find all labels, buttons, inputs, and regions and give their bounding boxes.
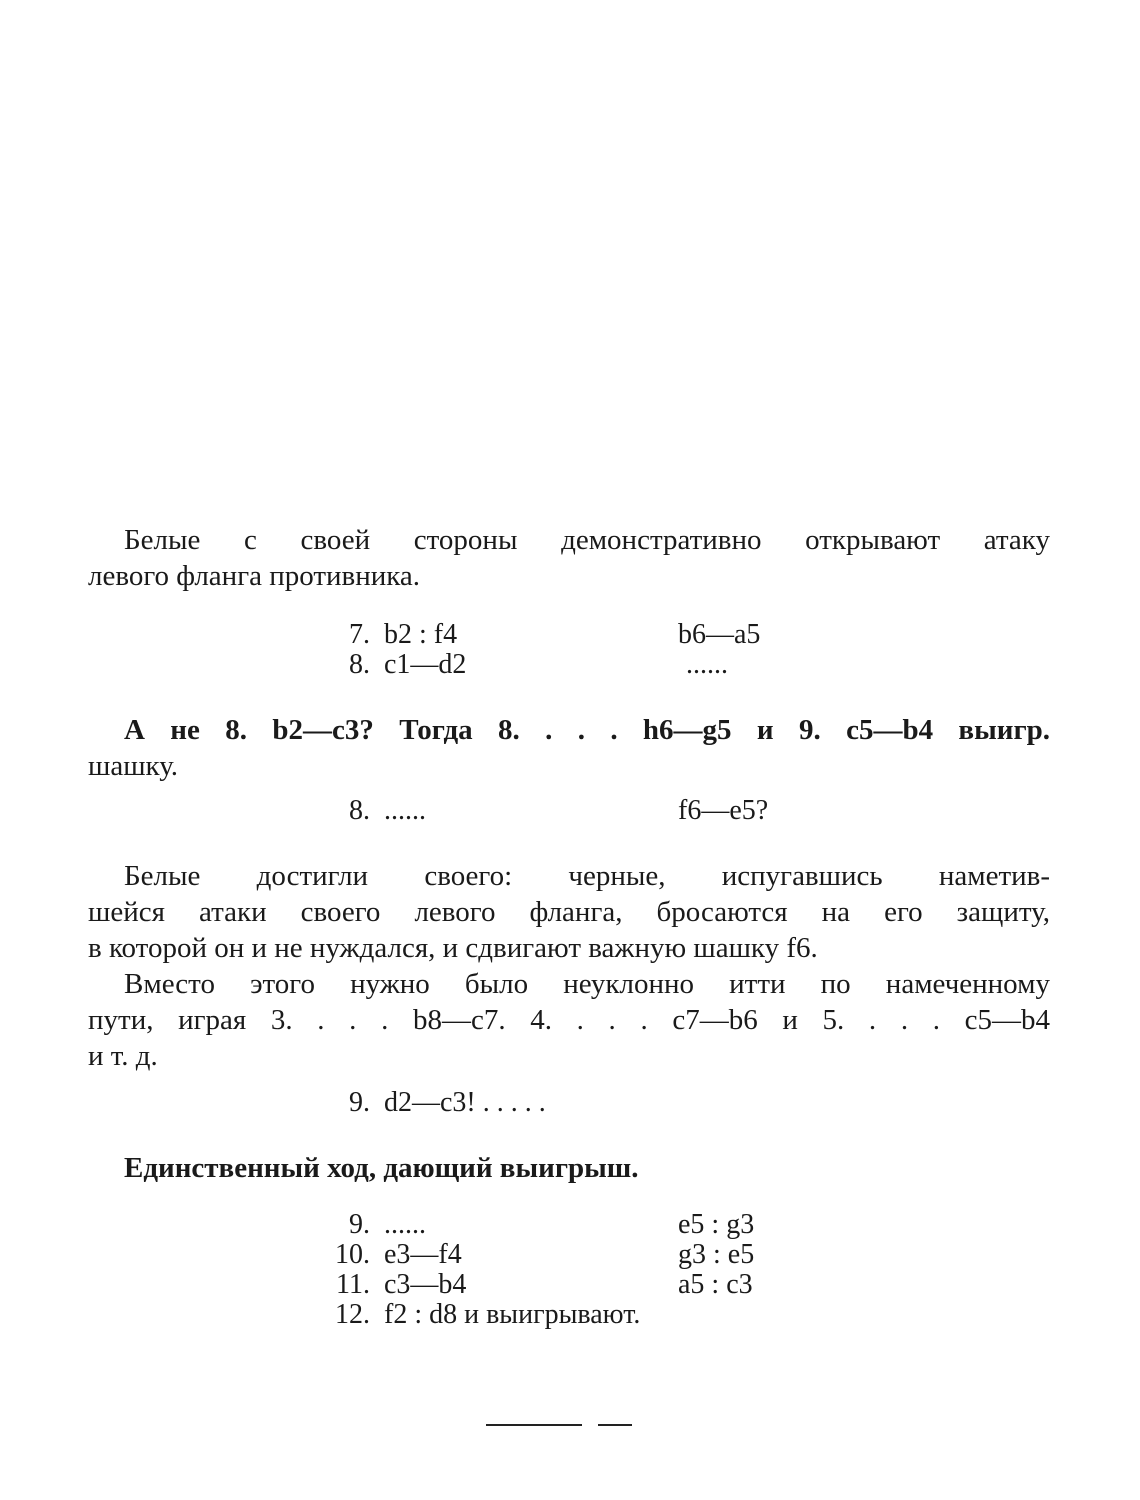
text-line: левого фланга противника. xyxy=(88,560,421,592)
text-line: Единственный ход, дающий выигрыш. xyxy=(124,1152,639,1184)
white-move: c1—d2 xyxy=(384,649,467,680)
move-number: 8. xyxy=(349,649,370,680)
move-row xyxy=(330,620,790,650)
black-move: g3 : e5 xyxy=(678,1239,755,1270)
end-rule-short xyxy=(598,1424,632,1426)
move-row xyxy=(330,1270,800,1300)
move-row xyxy=(330,1210,800,1240)
move-number: 11. xyxy=(336,1269,370,1300)
black-move: e5 : g3 xyxy=(678,1209,755,1240)
text-line: шашку. xyxy=(88,750,179,782)
white-move: f2 : d8 и выигрывают. xyxy=(384,1299,641,1330)
white-move: ...... xyxy=(384,1209,426,1240)
text-line: пути, играя 3. . . . b8—c7. 4. . . . c7—b6 и 5. . . . c5—b4 xyxy=(88,1004,1050,1036)
moves-block-3 xyxy=(330,1088,790,1118)
moves-block-2 xyxy=(330,796,790,826)
move-number: 7. xyxy=(349,619,370,650)
text-line: А не 8. b2—c3? Тогда 8. . . . h6—g5 и 9. c5—b4 выигр. xyxy=(124,714,1050,746)
white-move: b2 : f4 xyxy=(384,619,458,650)
white-move: c3—b4 xyxy=(384,1269,467,1300)
move-number: 12. xyxy=(335,1299,370,1330)
text-line: Вместо этого нужно было неуклонно итти по намеченному xyxy=(124,968,1050,1000)
move-number: 8. xyxy=(349,795,370,826)
moves-block-1 xyxy=(330,620,790,680)
paragraph-conclusion xyxy=(88,1150,1050,1186)
paragraph-analysis xyxy=(88,858,1050,966)
paragraph-alternative xyxy=(88,966,1050,1074)
text-line: Белые достигли своего: черные, испугавшись наметив- xyxy=(124,860,1050,892)
move-row xyxy=(330,1088,790,1118)
move-row xyxy=(330,1300,800,1330)
moves-block-4 xyxy=(330,1210,800,1330)
black-move: ...... xyxy=(686,649,728,680)
paragraph-variation xyxy=(88,712,1050,784)
text-line: и т. д. xyxy=(88,1040,158,1072)
move-row xyxy=(330,650,790,680)
move-number: 9. xyxy=(349,1209,370,1240)
black-move: f6—e5? xyxy=(678,795,769,826)
black-move: b6—a5 xyxy=(678,619,761,650)
black-move: a5 : c3 xyxy=(678,1269,753,1300)
text-line: Белые с своей стороны демонстративно открывают атаку xyxy=(124,524,1050,556)
end-rule-long xyxy=(486,1424,582,1426)
white-move: d2—c3! . . . . . xyxy=(384,1087,546,1118)
paragraph-intro xyxy=(88,522,1050,594)
white-move: e3—f4 xyxy=(384,1239,462,1270)
white-move: ...... xyxy=(384,795,426,826)
move-row xyxy=(330,1240,800,1270)
text-line: в которой он и не нуждался, и сдвигают важную шашку f6. xyxy=(88,932,818,964)
move-row xyxy=(330,796,790,826)
text-line: шейся атаки своего левого фланга, бросаются на его защиту, xyxy=(88,896,1050,928)
move-number: 9. xyxy=(349,1087,370,1118)
move-number: 10. xyxy=(335,1239,370,1270)
